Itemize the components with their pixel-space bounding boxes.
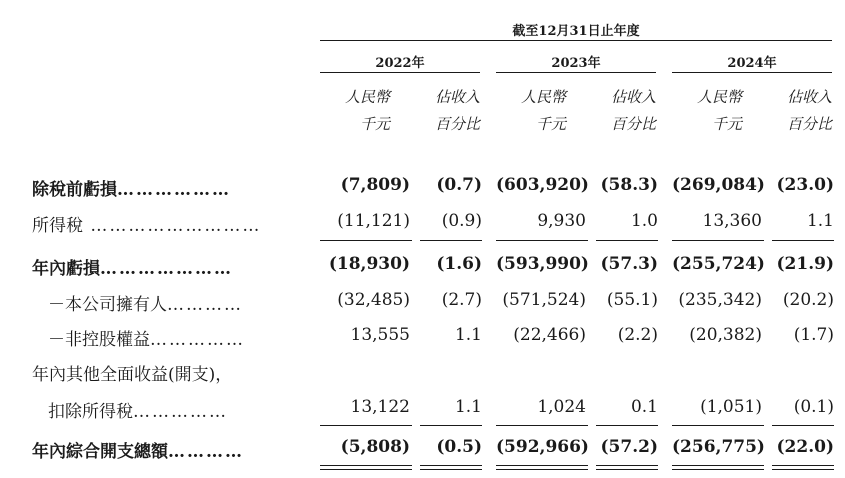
cell-tce-2024-pct: (22.0) (776, 437, 834, 457)
cell-tce-2023-rmb: (592,966) (496, 437, 589, 457)
cell-nci-2024-pct: (1.7) (793, 325, 834, 345)
unit-header-2024: 人民幣 千元 (696, 88, 742, 133)
subtotal-rule (672, 240, 764, 241)
cell-tax-2024-rmb: 13,360 (702, 211, 762, 231)
period-header: 截至12月31日止年度 (512, 24, 640, 39)
cell-own-2023-pct: (55.1) (606, 290, 658, 310)
cell-lfy-2024-rmb: (255,724) (672, 254, 765, 274)
cell-lfy-2022-pct: (1.6) (436, 254, 482, 274)
total-top-rule (496, 425, 588, 426)
cell-own-2022-rmb: (32,485) (337, 290, 410, 310)
total-double-rule (596, 465, 658, 470)
cell-nci-2022-pct: 1.1 (454, 325, 482, 345)
cell-own-2024-pct: (20.2) (782, 290, 834, 310)
cell-lfy-2024-pct: (21.9) (776, 254, 834, 274)
period-rule (320, 40, 832, 41)
cell-oci-2024-rmb: (1,051) (700, 397, 762, 417)
pct-header-2023: 佔收入 百分比 (610, 88, 656, 133)
cell-tce-2024-rmb: (256,775) (672, 437, 765, 457)
cell-oci-2023-rmb: 1,024 (537, 397, 586, 417)
row-label-oci-heading: 年內其他全面收益(開支)， (32, 365, 233, 385)
subtotal-rule (496, 240, 588, 241)
cell-nci-2023-rmb: (22,466) (513, 325, 586, 345)
cell-tce-2022-rmb: (5,808) (340, 437, 410, 457)
cell-lfy-2023-pct: (57.3) (600, 254, 658, 274)
cell-lfy-2022-rmb: (18,930) (328, 254, 410, 274)
year-rule-2024 (672, 72, 832, 73)
cell-lbt-2024-rmb: (269,084) (672, 175, 765, 195)
subtotal-rule (772, 240, 834, 241)
unit-header-2023: 人民幣 千元 (520, 88, 566, 133)
cell-nci-2023-pct: (2.2) (617, 325, 658, 345)
cell-tax-2023-pct: 1.0 (630, 211, 658, 231)
cell-lbt-2023-pct: (58.3) (600, 175, 658, 195)
year-2023: 2023年 (551, 56, 601, 71)
total-double-rule (320, 465, 412, 470)
cell-tce-2022-pct: (0.5) (436, 437, 482, 457)
subtotal-rule (320, 240, 412, 241)
total-top-rule (672, 425, 764, 426)
row-label-owners: －本公司擁有人………… (48, 295, 243, 315)
total-double-rule (772, 465, 834, 470)
subtotal-rule (596, 240, 658, 241)
year-rule-2022 (320, 72, 480, 73)
cell-oci-2023-pct: 0.1 (630, 397, 658, 417)
cell-nci-2024-rmb: (20,382) (689, 325, 762, 345)
year-rule-2023 (496, 72, 656, 73)
cell-own-2024-rmb: (235,342) (678, 290, 762, 310)
total-double-rule (496, 465, 588, 470)
cell-lbt-2023-rmb: (603,920) (496, 175, 589, 195)
cell-oci-2022-pct: 1.1 (454, 397, 482, 417)
cell-tax-2022-pct: (0.9) (441, 211, 482, 231)
subtotal-rule (420, 240, 482, 241)
pct-header-2024: 佔收入 百分比 (786, 88, 832, 133)
cell-own-2022-pct: (2.7) (441, 290, 482, 310)
row-label-net-of-tax: 扣除所得稅…………… (48, 402, 228, 422)
total-top-rule (772, 425, 834, 426)
total-double-rule (672, 465, 764, 470)
row-label-nci: －非控股權益…………… (48, 330, 245, 350)
unit-header-2022: 人民幣 千元 (344, 88, 390, 133)
cell-lbt-2022-pct: (0.7) (436, 175, 482, 195)
cell-lbt-2024-pct: (23.0) (776, 175, 834, 195)
cell-nci-2022-rmb: 13,555 (350, 325, 410, 345)
total-top-rule (320, 425, 412, 426)
cell-oci-2024-pct: (0.1) (793, 397, 834, 417)
total-double-rule (420, 465, 482, 470)
total-top-rule (420, 425, 482, 426)
pct-header-2022: 佔收入 百分比 (434, 88, 480, 133)
cell-lfy-2023-rmb: (593,990) (496, 254, 589, 274)
cell-tax-2022-rmb: (11,121) (337, 211, 410, 231)
cell-tce-2023-pct: (57.2) (600, 437, 658, 457)
row-label-total-comprehensive: 年內綜合開支總額………… (32, 442, 244, 462)
year-2024: 2024年 (727, 56, 777, 71)
row-label-income-tax: 所得稅 ……………………… (32, 216, 262, 236)
cell-lbt-2022-rmb: (7,809) (340, 175, 410, 195)
cell-oci-2022-rmb: 13,122 (350, 397, 410, 417)
cell-own-2023-rmb: (571,524) (502, 290, 586, 310)
year-2022: 2022年 (375, 56, 425, 71)
row-label-loss-before-tax: 除稅前虧損……………… (32, 180, 231, 200)
cell-tax-2023-rmb: 9,930 (537, 211, 586, 231)
row-label-loss-for-year: 年內虧損………………… (32, 259, 233, 279)
cell-tax-2024-pct: 1.1 (806, 211, 834, 231)
total-top-rule (596, 425, 658, 426)
